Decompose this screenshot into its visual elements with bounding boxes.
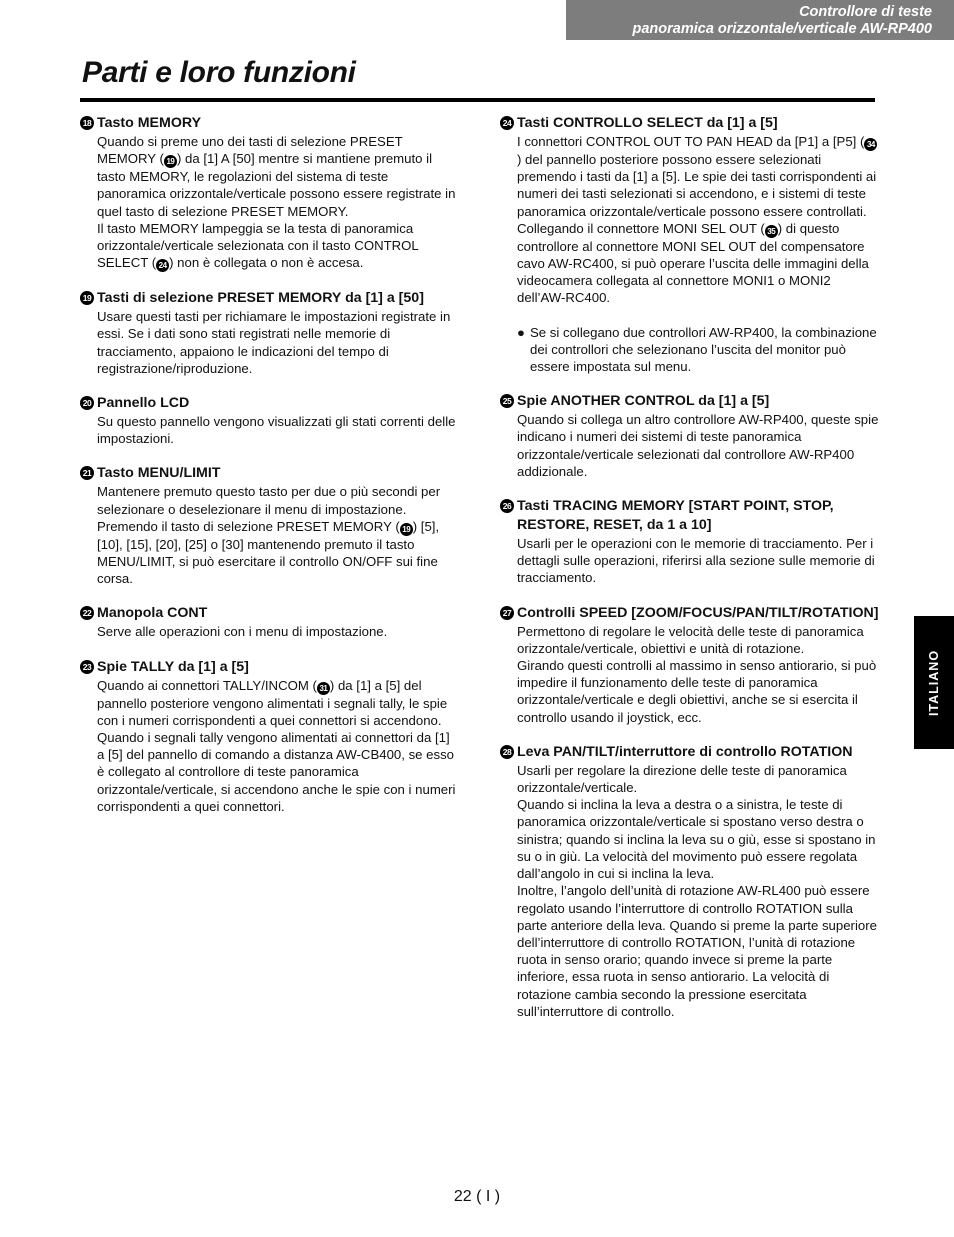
text-run: ) da [1] A [50] mentre si mantiene premuto il tasto MEMORY, le regolazioni del sistema di teste panoramica orizzontale/verticale possono essere registrate in quel tasto di selezione PRESET MEMORY. bbox=[97, 151, 456, 219]
text-run: ) di questo controllore al connettore MONI SEL OUT del compensatore cavo AW-RC400, si può operare l’uscita delle immagini della videocamera collegata al connettore MONI1 o MONI2 dell’AW-RC400. bbox=[517, 220, 869, 306]
text-run: ) del pannello posteriore possono essere selezionati premendo i tasti da [1] a [5]. Le spie dei tasti corrispondenti ai numeri dei tasti selezionati si accendono, e i sistemi di teste panoramica orizzontale/verticale possono essere controllati. bbox=[517, 152, 877, 219]
text-run: Collegando il connettore MONI SEL OUT ( bbox=[517, 220, 765, 236]
section-title: Spie TALLY da [1] a [5] bbox=[97, 658, 249, 675]
section-23 bbox=[80, 658, 460, 815]
text-run: I connettori CONTROL OUT TO PAN HEAD da [P1] a [P5] ( bbox=[517, 134, 865, 149]
section-heading bbox=[500, 604, 880, 623]
paragraph: Inoltre, l’angolo dell’unità di rotazione AW-RL400 può essere regolato usando l’interruttore di controllo ROTATION sulla parte anteriore della leva. Quando si preme la parte superiore dell’interruttore di controllo ROTATION, l’unità di rotazione ruota in senso orario; quando invece si preme la parte inferiore, essa ruota in senso antiorario. La velocità di rotazione cambia secondo la pressione esercitata sull’interruttore di controllo. bbox=[517, 883, 877, 1019]
section-heading bbox=[80, 658, 460, 677]
section-title: Tasti CONTROLLO SELECT da [1] a [5] bbox=[517, 115, 778, 131]
reference-number-icon: 35 bbox=[765, 225, 778, 238]
section-27 bbox=[500, 604, 880, 726]
section-22 bbox=[80, 604, 460, 640]
reference-number-icon: 34 bbox=[864, 138, 877, 151]
bullet-text: Se si collegano due controllori AW-RP400, la combinazione dei controllori che selezionano l’uscita del monitor può essere impostata sul menu. bbox=[530, 324, 877, 375]
paragraph bbox=[97, 133, 460, 220]
section-26 bbox=[500, 497, 880, 587]
section-24 bbox=[500, 114, 880, 375]
section-20 bbox=[80, 394, 460, 447]
bullet-note bbox=[517, 324, 880, 376]
section-heading bbox=[80, 464, 460, 483]
section-25 bbox=[500, 392, 880, 480]
section-heading bbox=[500, 743, 880, 762]
item-number-icon: 20 bbox=[80, 396, 94, 410]
text-run: Mantenere premuto questo tasto per due o più secondi per selezionare o deselezionare il menu di impostazione. Premendo il tasto di selezione PRESET MEMORY ( bbox=[97, 484, 441, 534]
header-line-1: Controllore di teste bbox=[799, 4, 932, 20]
paragraph: Usarli per le operazioni con le memorie di tracciamento. Per i dettagli sulle operazioni, riferirsi alla sezione sulle memorie di tracciamento. bbox=[517, 536, 875, 586]
section-heading bbox=[80, 114, 460, 133]
section-body bbox=[97, 308, 460, 377]
section-body bbox=[97, 413, 460, 447]
section-body bbox=[517, 535, 880, 587]
section-body bbox=[517, 762, 880, 1020]
paragraph: Quando si collega un altro controllore AW-RP400, queste spie indicano i numeri dei sistemi di teste panoramica orizzontale/verticale selezionati dal controllore AW-RP400 addizionale. bbox=[517, 412, 879, 479]
text-run: ) da [1] a [5] del pannello posteriore vengono alimentati i segnali tally, le spie con i numeri corrispondenti a quei connettori si accendono. bbox=[97, 677, 448, 728]
document-header bbox=[566, 0, 954, 40]
section-body bbox=[517, 623, 880, 726]
section-28 bbox=[500, 743, 880, 1020]
language-tab bbox=[914, 616, 954, 749]
paragraph: Su questo pannello vengono visualizzati gli stati correnti delle impostazioni. bbox=[97, 414, 456, 447]
item-number-icon: 26 bbox=[500, 499, 514, 513]
section-title: Tasti TRACING MEMORY [START POINT, STOP, RESTORE, RESET, da 1 a 10] bbox=[517, 498, 834, 534]
section-body bbox=[97, 623, 460, 640]
section-heading bbox=[80, 604, 460, 623]
text-run: ) non è collegata o non è accesa. bbox=[169, 255, 364, 271]
section-heading bbox=[500, 392, 880, 411]
paragraph: Permettono di regolare le velocità delle teste di panoramica orizzontale/verticale, obiettivi e unità di rotazione. bbox=[517, 623, 864, 656]
section-title: Spie ANOTHER CONTROL da [1] a [5] bbox=[517, 393, 770, 410]
section-heading bbox=[500, 497, 880, 535]
section-title: Tasto MENU/LIMIT bbox=[97, 465, 221, 482]
paragraph bbox=[97, 677, 460, 729]
section-body bbox=[517, 411, 880, 480]
reference-number-icon: 19 bbox=[164, 155, 177, 168]
right-column bbox=[500, 114, 880, 1037]
title-rule bbox=[80, 98, 875, 102]
paragraph: Girando questi controlli al massimo in senso antiorario, si può impedire il funzionamento delle teste di panoramica orizzontale/verticale e degli obiettivi, anche se si esercita il controllo usando il joystick, ecc. bbox=[517, 658, 877, 725]
item-number-icon: 28 bbox=[500, 745, 514, 759]
left-column bbox=[80, 114, 460, 832]
reference-number-icon: 24 bbox=[156, 259, 169, 272]
section-body bbox=[517, 133, 880, 375]
item-number-icon: 23 bbox=[80, 660, 94, 674]
reference-number-icon: 19 bbox=[400, 523, 413, 536]
section-19 bbox=[80, 289, 460, 377]
text-run: Quando ai connettori TALLY/INCOM ( bbox=[97, 677, 317, 693]
item-number-icon: 22 bbox=[80, 606, 94, 620]
section-21 bbox=[80, 464, 460, 587]
paragraph: Serve alle operazioni con i menu di impostazione. bbox=[97, 624, 388, 640]
section-body bbox=[97, 483, 460, 587]
bullet-icon: ● bbox=[517, 324, 525, 340]
page-number: 22 ( I ) bbox=[453, 1188, 501, 1205]
text-run: ) [5], [10], [15], [20], [25] o [30] mantenendo premuto il tasto MENU/LIMIT, si può esercitare il controllo ON/OFF sui fine corsa. bbox=[97, 518, 440, 587]
section-title: Controlli SPEED [ZOOM/FOCUS/PAN/TILT/ROTATION] bbox=[517, 604, 879, 621]
paragraph bbox=[517, 133, 880, 220]
language-tab-label: ITALIANO bbox=[927, 649, 941, 716]
item-number-icon: 27 bbox=[500, 606, 514, 620]
text-run: Quando si preme uno dei tasti di selezione PRESET MEMORY ( bbox=[97, 134, 403, 167]
section-heading bbox=[80, 394, 460, 413]
header-line-2: panoramica orizzontale/verticale AW-RP400 bbox=[632, 21, 932, 37]
section-heading bbox=[500, 114, 880, 133]
paragraph: Usarli per regolare la direzione delle teste di panoramica orizzontale/verticale. bbox=[517, 762, 847, 796]
section-body bbox=[97, 133, 460, 272]
item-number-icon: 24 bbox=[500, 116, 514, 130]
section-title: Pannello LCD bbox=[97, 395, 190, 412]
item-number-icon: 21 bbox=[80, 466, 94, 480]
paragraph: Usare questi tasti per richiamare le impostazioni registrate in essi. Se i dati sono stati registrati nelle memorie di tracciamento, appaiono le indicazioni del tempo di registrazione/riproduzione. bbox=[97, 309, 451, 376]
section-heading bbox=[80, 289, 460, 308]
paragraph: Quando i segnali tally vengono alimentati ai connettori da [1] a [5] del pannello di comando a distanza AW-CB400, se esso è collegato al controllore di teste panoramica orizzontale/verticale, si accendono anche le spie con i numeri corrispondenti a quei connettori. bbox=[97, 730, 456, 814]
paragraph bbox=[97, 220, 460, 272]
item-number-icon: 19 bbox=[80, 291, 94, 305]
paragraph: Quando si inclina la leva a destra o a sinistra, le teste di panoramica orizzontale/verticale si spostano verso destra o sinistra; quando si inclina la leva su o giù, esse si spostano in su o in giù. La velocità del movimento può essere regolata dall’angolo in cui si inclina la leva. bbox=[517, 797, 876, 882]
item-number-icon: 18 bbox=[80, 116, 94, 130]
section-title: Manopola CONT bbox=[97, 605, 208, 622]
section-title: Tasto MEMORY bbox=[97, 115, 202, 131]
section-18 bbox=[80, 114, 460, 272]
reference-number-icon: 31 bbox=[317, 682, 330, 695]
page-title: Parti e loro funzioni bbox=[82, 56, 356, 89]
section-body bbox=[97, 677, 460, 815]
section-title: Leva PAN/TILT/interruttore di controllo ROTATION bbox=[517, 743, 853, 760]
text-run: Il tasto MEMORY lampeggia se la testa di panoramica orizzontale/verticale selezionata con il tasto CONTROL SELECT ( bbox=[97, 220, 419, 271]
item-number-icon: 25 bbox=[500, 394, 514, 408]
section-title: Tasti di selezione PRESET MEMORY da [1] a [50] bbox=[97, 290, 424, 307]
paragraph bbox=[97, 483, 460, 587]
paragraph bbox=[517, 220, 880, 307]
